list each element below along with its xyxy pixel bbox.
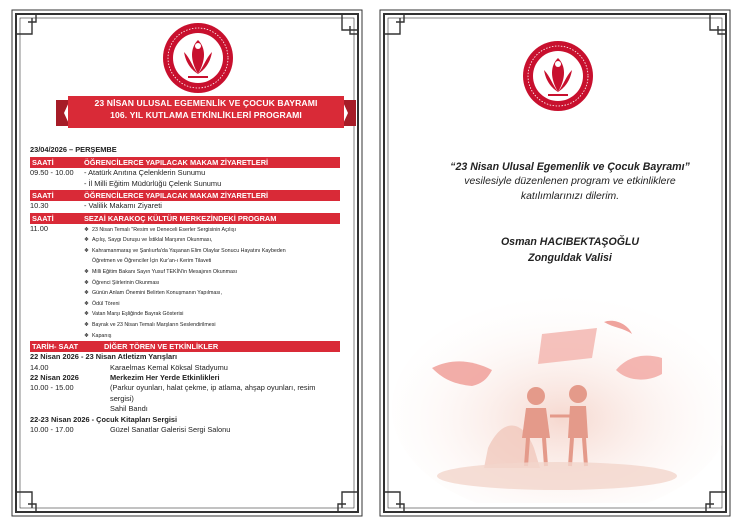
program-item-text: 23 Nisan Temalı "Resim ve Deneceli Eserler Sergisinin Açılışı: [92, 226, 236, 233]
event-time: 10.00 - 15.00: [30, 383, 74, 393]
row-time: [30, 179, 84, 189]
event-line: [30, 363, 340, 373]
program-item-text: Öğrenci Şiirlerinin Okunması: [92, 279, 160, 286]
event-detail: Güzel Sanatlar Galerisi Sergi Salonu: [110, 425, 231, 434]
bullet-icon: ❖: [84, 279, 89, 286]
row-text: - Atatürk Anıtına Çelenklerin Sunumu: [84, 168, 206, 178]
event-time: 22 Nisan 2026: [30, 372, 79, 382]
program-item: [84, 320, 340, 331]
program-date: 23/04/2026 – PERŞEMBE: [30, 145, 117, 154]
invite-line3: katılımlarınızı dilerim.: [520, 191, 620, 202]
event-line: [30, 404, 340, 414]
program-item-text: Kapanış: [92, 332, 112, 339]
program-item-text: Açılış, Saygı Duruşu ve İstiklal Marşının Okunması,: [92, 237, 213, 244]
program-item-text: Bayrak ve 23 Nisan Temalı Marşların Seslendirilmesi: [92, 321, 216, 328]
header-title: SEZAİ KARAKOÇ KÜLTÜR MERKEZİNDEKİ PROGRAM: [84, 213, 277, 223]
bullet-icon: ❖: [84, 247, 89, 254]
program-item-text: Milli Eğitim Bakanı Sayın Yusuf TEKİN'in Mesajının Okunması: [92, 269, 238, 275]
event-title: 22 Nisan 2026 - 23 Nisan Atletizm Yarışları: [30, 352, 178, 362]
schedule-row: [30, 201, 340, 211]
ministry-emblem: [522, 40, 594, 112]
event-detail: Sahil Bandı: [110, 404, 148, 414]
program-item: [84, 225, 340, 236]
banner-title-line2: 106. YIL KUTLAMA ETKİNLİKLERİ PROGRAMI: [110, 110, 302, 120]
program-item: [84, 267, 340, 278]
header-label: SAATİ: [32, 213, 54, 223]
header-label: TARİH- SAAT: [32, 342, 79, 352]
bullet-icon: ❖: [84, 300, 89, 307]
children-flag-illustration: [392, 298, 722, 503]
event-time: 10.00 - 17.00: [30, 425, 74, 434]
program-item: [84, 278, 340, 289]
section-header: [30, 157, 340, 168]
event-detail: (Parkur oyunları, halat çekme, ip atlama, ahşap oyunları, resim sergisi): [110, 383, 316, 403]
invite-line2: vesilesiyle düzenlenen program ve etkinliklere: [464, 176, 676, 187]
section-header: [30, 190, 340, 201]
signature-block: [418, 234, 722, 266]
event-line: [30, 383, 340, 404]
event-line: [30, 352, 340, 362]
program-item: [84, 235, 340, 246]
bullet-icon: ❖: [84, 290, 89, 297]
program-item-text: Vatan Marşı Eşliğinde Bayrak Gösterisi: [92, 311, 184, 318]
ministry-emblem: [162, 22, 234, 94]
program-item: [84, 331, 340, 342]
schedule-row: [30, 179, 340, 189]
program-item-list: [84, 225, 340, 342]
program-item: [84, 256, 340, 267]
row-time: 11.00: [30, 223, 48, 233]
event-time: 14.00: [30, 362, 49, 372]
schedule-row: [30, 168, 340, 178]
program-item-text: Ödül Töreni: [92, 300, 120, 307]
section-header: [30, 341, 340, 352]
header-title: DİĞER TÖREN VE ETKİNLİKLER: [104, 342, 219, 352]
bullet-icon: ❖: [84, 321, 89, 328]
program-item: [84, 309, 340, 320]
row-time: 09.50 - 10.00: [30, 168, 74, 178]
event-time: [30, 404, 110, 414]
event-detail: Merkezim Her Yerde Etkinlikleri: [110, 372, 220, 382]
event-line: [30, 425, 340, 435]
row-text: - Valilik Makamı Ziyareti: [84, 201, 162, 211]
signer-title: Zonguldak Valisi: [528, 252, 612, 264]
event-title: 22-23 Nisan 2026 - Çocuk Kitapları Sergisi: [30, 414, 178, 424]
banner-title: [56, 97, 356, 121]
event-detail: Karaelmas Kemal Köksal Stadyumu: [110, 362, 228, 372]
bullet-icon: ❖: [84, 311, 89, 318]
header-label: SAATİ: [32, 158, 54, 168]
bullet-icon: ❖: [84, 237, 89, 244]
program-item-text: Günün Anlam Önemini Belirten Konuşmanın Yapılması,: [92, 290, 222, 297]
bullet-icon: [84, 256, 92, 267]
program-item: [84, 299, 340, 310]
row-time: 10.30: [30, 201, 49, 211]
header-label: SAATİ: [32, 191, 54, 201]
program-item-text: Kahramanmaraş ve Şanlıurfa'da Yaşanan Elim Olaylar Sonucu Hayatını Kaybeden: [92, 247, 286, 254]
bullet-icon: ❖: [84, 226, 89, 233]
row-text: - İl Milli Eğitim Müdürlüğü Çelenk Sunumu: [84, 178, 222, 188]
invitation-text: [418, 160, 722, 204]
other-events-list: [30, 352, 340, 435]
program-item: [84, 246, 340, 257]
section-header: [30, 213, 340, 224]
signer-name: Osman HACIBEKTAŞOĞLU: [500, 236, 640, 248]
program-item: [84, 288, 340, 299]
program-content: [30, 145, 340, 435]
program-item-text: Öğretmen ve Öğrenciler İçin Kur'an-ı Kerim Tilaveti: [92, 258, 212, 265]
event-line: [30, 415, 340, 425]
schedule-row: [30, 224, 340, 342]
invite-line1: “23 Nisan Ulusal Egemenlik ve Çocuk Bayramı”: [450, 161, 690, 173]
header-title: ÖĞRENCİLERCE YAPILACAK MAKAM ZİYARETLERİ: [84, 158, 269, 168]
bullet-icon: ❖: [84, 269, 89, 275]
banner-title-line1: 23 NİSAN ULUSAL EGEMENLİK VE ÇOCUK BAYRAMI: [94, 98, 318, 108]
header-title: ÖĞRENCİLERCE YAPILACAK MAKAM ZİYARETLERİ: [84, 191, 269, 201]
event-line: [30, 373, 340, 383]
bullet-icon: ❖: [84, 332, 89, 339]
